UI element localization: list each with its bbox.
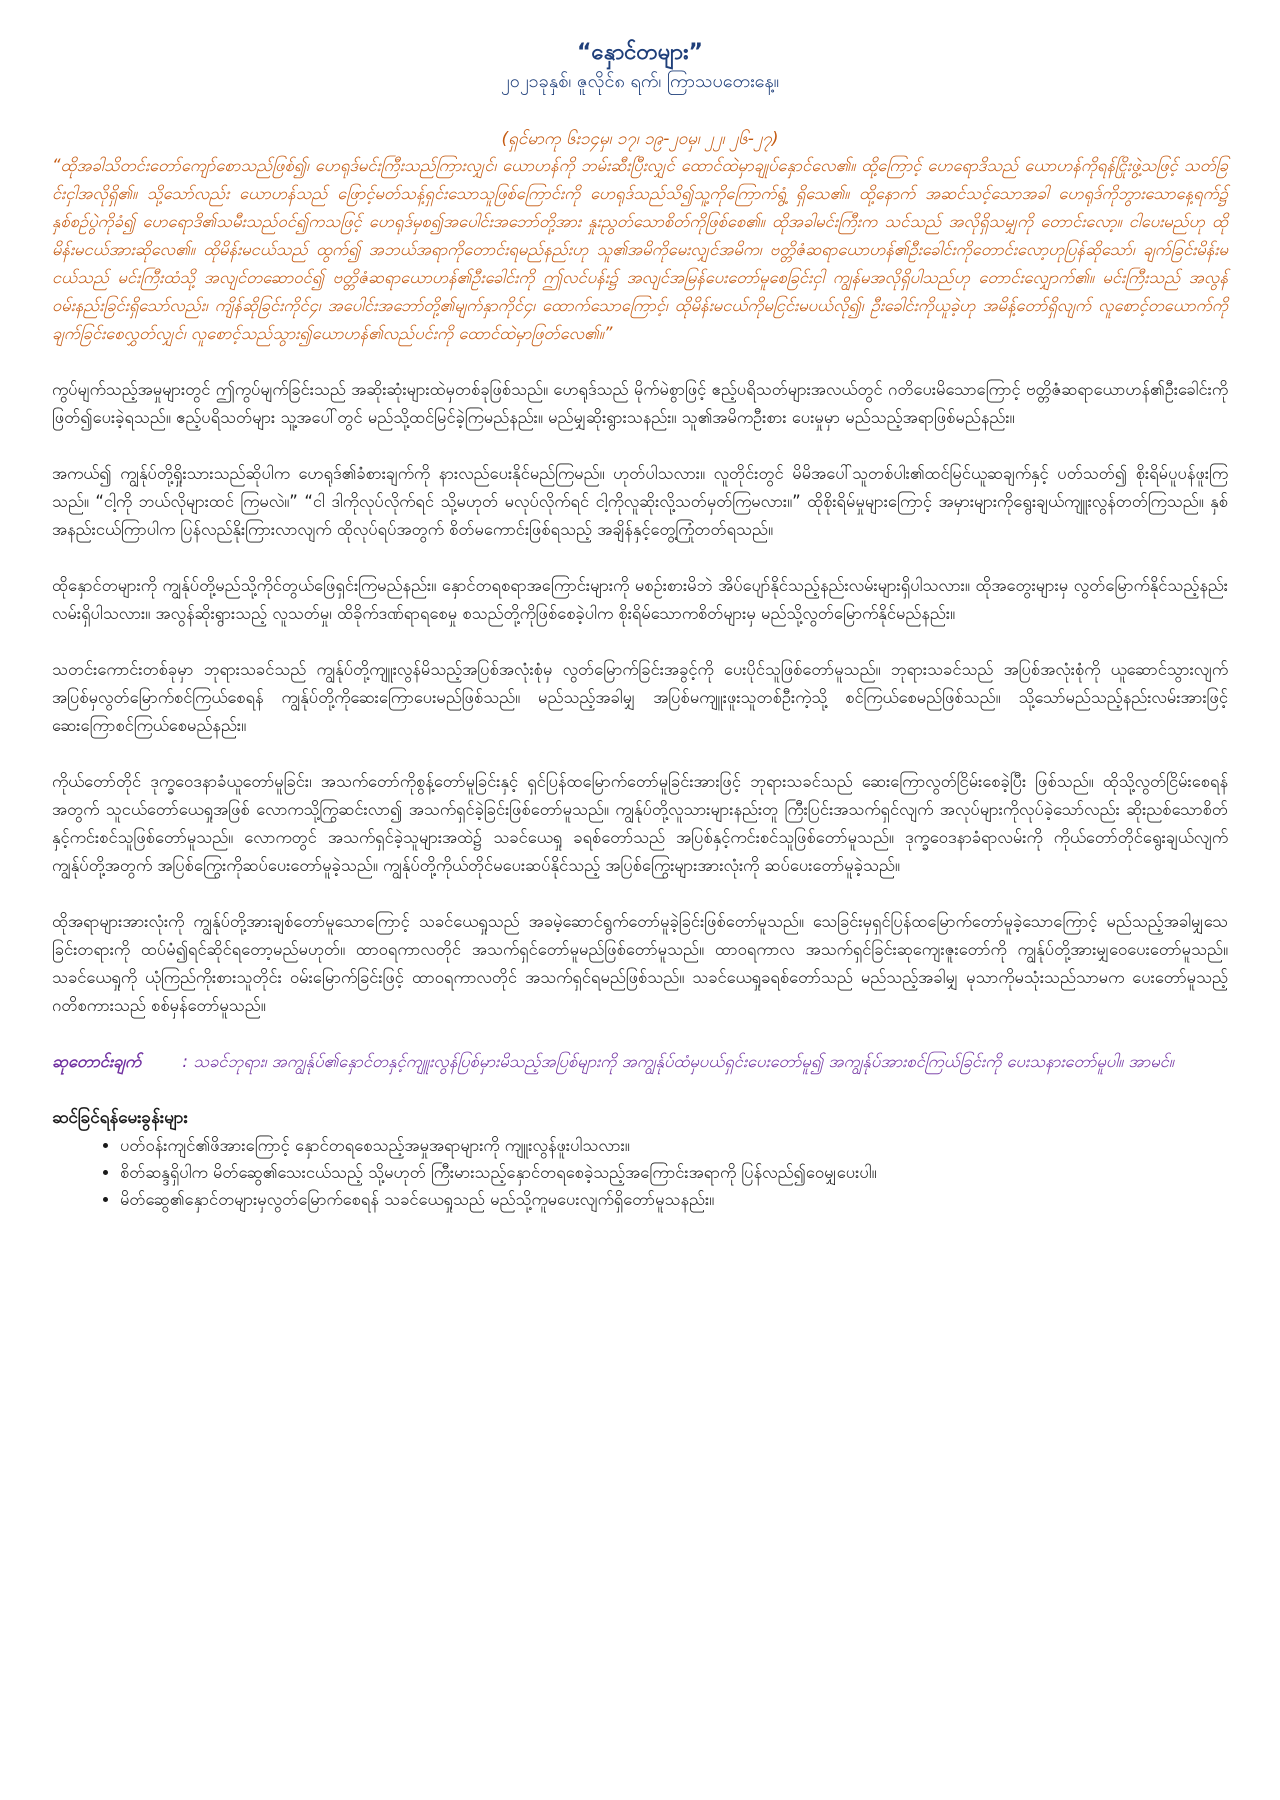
body-paragraph-5: ကိုယ်တော်တိုင် ဒုက္ခဝေဒနာခံယူတော်မူခြင်း၊ အသက်တော်ကိုစွန့်တော်မူခြင်းနှင့် ရှင်ပြန်ထမြောက်တော်မူခြင်းအားဖြင့် ဘုရားသခင်သည် ဆေးကြောလွတ်ငြိမ်းစေခဲ့ပြီး ဖြစ်သည်။ ထိုသို့လွတ်ငြိမ်းစေရန်အတွက် သူငယ်တော်ယေရှုအဖြစ် လောကသို့ကြွဆင်းလာ၍ အသက်ရှင်ခဲ့ခြင်းဖြစ်တော်မူသည်။ ကျွန်ုပ်တို့လူသားများနည်းတူ ကြီးပြင်းအသက်ရှင်လျက် အလုပ်များကိုလုပ်ခဲ့သော်လည်း ဆိုးညစ်သောစိတ်နှင့်ကင်းစင်သူဖြစ်တော်မူသည်။ လောကတွင် အသက်ရှင်ခဲ့သူများအထဲ၌ သခင်ယေရှု ခရစ်တော်သည် အပြစ်နှင့်ကင်းစင်သူဖြစ်တော်မူသည်။ ဒုက္ခဝေဒနာခံရာလမ်းကို ကိုယ်တော်တိုင်ရွေးချယ်လျက် ကျွန်ုပ်တို့အတွက် အပြစ်ကြွေးကိုဆပ်ပေးတော်မူခဲ့သည်။ ကျွန်ုပ်တို့ကိုယ်တိုင်မပေးဆပ်နိုင်သည့် အပြစ်ကြွေးများအားလုံးကို ဆပ်ပေးတော်မူခဲ့သည်။ <box>52 772 1228 875</box>
questions-list <box>52 1132 1228 1213</box>
body-paragraph-1: ကွပ်မျက်သည့်အမှုများတွင် ဤကွပ်မျက်ခြင်းသည် အဆိုးဆုံးများထဲမှတစ်ခုဖြစ်သည်။ ဟေရုဒ်သည် မိုက်မဲစွာဖြင့် ဧည့်ပရိသတ်များအလယ်တွင် ဂတိပေးမိသောကြောင့် ဗတ္တိဇံဆရာယောဟန်၏ဦးခေါင်းကို ဖြတ်၍ပေးခဲ့ရသည်။ ဧည့်ပရိသတ်များ သူ့အပေါ်တွင် မည်သို့ထင်မြင်ခဲ့ကြမည်နည်း။ မည်မျှဆိုးရွားသနည်း။ သူ၏အမိကဦးစား ပေးမှုမှာ မည်သည့်အရာဖြစ်မည်နည်း။ <box>52 380 1228 427</box>
scripture-reference: (ရှင်မာကု ၆း၁၄မှ၊ ၁၇၊ ၁၉-၂၀မှ၊ ၂၂၊ ၂၆-၂၇) <box>501 129 779 149</box>
body-paragraph-4: သတင်းကောင်းတစ်ခုမှာ ဘုရားသခင်သည် ကျွန်ုပ်တို့ကျူးလွန်မိသည့်အပြစ်အလုံးစုံမှ လွတ်မြောက်ခြင်းအခွင့်ကို ပေးပိုင်သူဖြစ်တော်မူသည်။ ဘုရားသခင်သည် အပြစ်အလုံးစုံကို ယူဆောင်သွားလျက် အပြစ်မှလွတ်မြောက်စင်ကြယ်စေရန် ကျွန်ုပ်တို့ကိုဆေးကြောပေးမည်ဖြစ်သည်။ မည်သည့်အခါမျှ အပြစ်မကျူးဖူးသူတစ်ဦးကဲ့သို့ စင်ကြယ်စေမည်ဖြစ်သည်။ သို့သော်မည်သည့်နည်းလမ်းအားဖြင့် ဆေးကြောစင်ကြယ်စေမည်နည်း။ <box>52 660 1228 735</box>
page-title: “နှောင်တများ” <box>576 40 703 65</box>
question-item: • ပတ်ဝန်းကျင်၏ဖိအားကြောင့် နှောင်တရစေသည့်အမှုအရာများကို ကျူးလွန်ဖူးပါသလား။ <box>120 1132 1228 1159</box>
body-paragraph-3: ထိုနှောင်တများကို ကျွန်ုပ်တို့မည်သို့ကိုင်တွယ်ဖြေရှင်းကြမည်နည်း။ နှောင်တရစရာအကြောင်းများကို မစဉ်းစားမိဘဲ အိပ်ပျော်နိုင်သည့်နည်းလမ်းများရှိပါသလား။ ထိုအတွေးများမှ လွတ်မြောက်နိုင်သည့်နည်းလမ်းရှိပါသလား။ အလွန်ဆိုးရွားသည့် လူသတ်မှု၊ ထိခိုက်ဒဏ်ရာရစေမှု စသည်တို့ကိုဖြစ်စေခဲ့ပါက စိုးရိမ်သောကစိတ်များမှ မည်သို့လွတ်မြောက်နိုင်မည်နည်း။ <box>52 576 1228 623</box>
questions-heading: ဆင်ခြင်ရန်မေးခွန်းများ <box>52 1108 188 1128</box>
scripture-passage: “ထိုအခါသိတင်းတော်ကျော်စောသည်ဖြစ်၍၊ ဟေရုဒ်မင်းကြီးသည်ကြားလျှင်၊ ယောဟန်ကို ဘမ်းဆီးပြီးလျှင် ထောင်ထဲမှာချုပ်နှောင်လေ၏။ ထို့ကြောင့် ဟေရောဒိသည် ယောဟန်ကိုရန်ငြိုးဖွဲ့သဖြင့် သတ်ခြင်းငှါအလိုရှိ၏။ သို့သော်လည်း ယောဟန်သည် ဖြောင့်မတ်သန့်ရှင်းသောသူဖြစ်ကြောင်းကို ဟေရုဒ်သည်သိ၍သူ့ကိုကြောက်ရွံ့ ရှိသေ၏။ ထို့နောက် အဆင်သင့်သောအခါ ဟေရုဒ်ကိုဘွားသောနေ့ရက်၌ နှစ်စဉ်ပွဲကိုခံ၍ ဟေရောဒိ၏သမီးသည်ဝင်၍ကသဖြင့် ဟေရုဒ်မှစ၍အပေါင်းအဘော်တို့အား နှုးညွတ်သောစိတ်ကိုဖြစ်စေ၏။ ထိုအခါမင်းကြီးက သင်သည် အလိုရှိသမျှကို တောင်းလော့။ ငါပေးမည်ဟု ထိုမိန်းမငယ်အားဆိုလေ၏။ ထိုမိန်းမငယ်သည် ထွက်၍ အဘယ်အရာကိုတောင်းရမည်နည်းဟု သူ၏အမိကိုမေးလျှင်အမိက၊ ဗတ္တိဇံဆရာယောဟန်၏ဦးခေါင်းကိုတောင်းလော့ဟုပြန်ဆိုသော်၊ ချက်ခြင်းမိန်းမငယ်သည် မင်းကြီးထံသို့ အလျင်တဆောဝင်၍ ဗတ္တိဇံဆရာယောဟန်၏ဦးခေါင်းကို ဤလင်ပန်း၌ အလျင်အမြန်ပေးတော်မူစေခြင်းငှါ ကျွန်မအလိုရှိပါသည်ဟု တောင်းလျှောက်၏။ မင်းကြီးသည် အလွန်ဝမ်းနည်းခြင်းရှိသော်လည်း၊ ကျိန်ဆိုခြင်းကိုင်၄၊ အပေါင်းအဘော်တို့၏မျက်နှာကိုင်၄၊ ထောက်သောကြောင့်၊ ထိုမိန်းမငယ်ကိုမငြင်းမပယ်လို၍၊ ဦးခေါင်းကိုယူခဲ့ဟု အမိန့်တော်ရှိလျက် လူစောင့်တယောက်ကို ချက်ခြင်းစေလွှတ်လျှင်၊ လူစောင့်သည်သွား၍ယောဟန်၏လည်ပင်းကို ထောင်ထဲမှာဖြတ်လေ၏။” <box>52 156 1228 343</box>
prayer-text: : သခင်ဘုရား၊ အကျွန်ုပ်၏နှောင်တနှင့်ကျူးလွန်ပြစ်မှားမိသည့်အပြစ်များကို အကျွန်ုပ်ထံမှပယ်ရှင်းပေးတော်မူ၍ အကျွန်ုပ်အားစင်ကြယ်ခြင်းကို ပေးသနားတော်မူပါ။ အာမင်။ <box>182 1052 1174 1071</box>
date-line: ၂၀၂၁ခုနှစ်၊ ဇူလိုင်၈ ရက်၊ ကြာသပတေးနေ့။ <box>500 71 780 92</box>
question-item: • မိတ်ဆွေ၏နှောင်တများမှလွတ်မြောက်စေရန် သခင်ယေရှုသည် မည်သို့ကူမပေးလျက်ရှိတော်မူသနည်း။ <box>120 1186 1228 1213</box>
body-paragraph-6: ထိုအရာများအားလုံးကို ကျွန်ုပ်တို့အားချစ်တော်မူသောကြောင့် သခင်ယေရှုသည် အခမဲ့ဆောင်ရွက်တော်မူခဲ့ခြင်းဖြစ်တော်မူသည်။ သေခြင်းမှရှင်ပြန်ထမြောက်တော်မူခဲ့သောကြောင့် မည်သည့်အခါမျှသေခြင်းတရားကို ထပ်မံ၍ရင်ဆိုင်ရတော့မည်မဟုတ်။ ထာဝရကာလတိုင် အသက်ရှင်တော်မူမည်ဖြစ်တော်မူသည်။ ထာဝရကာလ အသက်ရှင်ခြင်းဆုကျေးဇူးတော်ကို ကျွန်ုပ်တို့အားမျှဝေပေးတော်မူသည်။ သခင်ယေရှုကို ယုံကြည်ကိုးစားသူတိုင်း ဝမ်းမြောက်ခြင်းဖြင့် ထာဝရကာလတိုင် အသက်ရှင်ရမည်ဖြစ်သည်။ သခင်ယေရှုခရစ်တော်သည် မည်သည့်အခါမျှ မုသာကိုမသုံးသည်သာမက ပေးတော်မူသည့်ဂတိစကားသည် စစ်မှန်တော်မူသည်။ <box>52 912 1228 1015</box>
body-paragraph-2: အကယ်၍ ကျွန်ုပ်တို့ရှိုးသားသည်ဆိုပါက ဟေရုဒ်၏ခံစားချက်ကို နားလည်ပေးနိုင်မည်ကြမည်။ ဟုတ်ပါသလား။ လူတိုင်းတွင် မိမိအပေါ်သူတစ်ပါး၏ထင်မြင်ယူဆချက်နှင့် ပတ်သတ်၍ စိုးရိမ်ပူပန်ဖူးကြသည်။ “ငါ့ကို ဘယ်လိုများထင် ကြမလဲ။” “ငါ ဒါကိုလုပ်လိုက်ရင် သို့မဟုတ် မလုပ်လိုက်ရင် ငါ့ကိုလူဆိုးလို့သတ်မှတ်ကြမလား။” ထိုစိုးရိမ်မှုများကြောင့် အမှားများကိုရွေးချယ်ကျူးလွန်တတ်ကြသည်။ နှစ်အနည်းငယ်ကြာပါက ပြန်လည်နိုးကြားလာလျက် ထိုလုပ်ရပ်အတွက် စိတ်မကောင်းဖြစ်ရသည့် အချိန်နှင့်တွေ့ကြုံတတ်ရသည်။ <box>52 464 1228 539</box>
question-item: • စိတ်ဆန္ဒရှိပါက မိတ်ဆွေ၏သေးငယ်သည့် သို့မဟုတ် ကြီးမားသည့်နှောင်တရစေခဲ့သည့်အကြောင်းအရာကို ပြန်လည်၍ဝေမျှပေးပါ။ <box>120 1159 1228 1186</box>
prayer-label: ဆုတောင်းချက် <box>52 1052 142 1071</box>
prayer-block <box>52 1048 1228 1076</box>
